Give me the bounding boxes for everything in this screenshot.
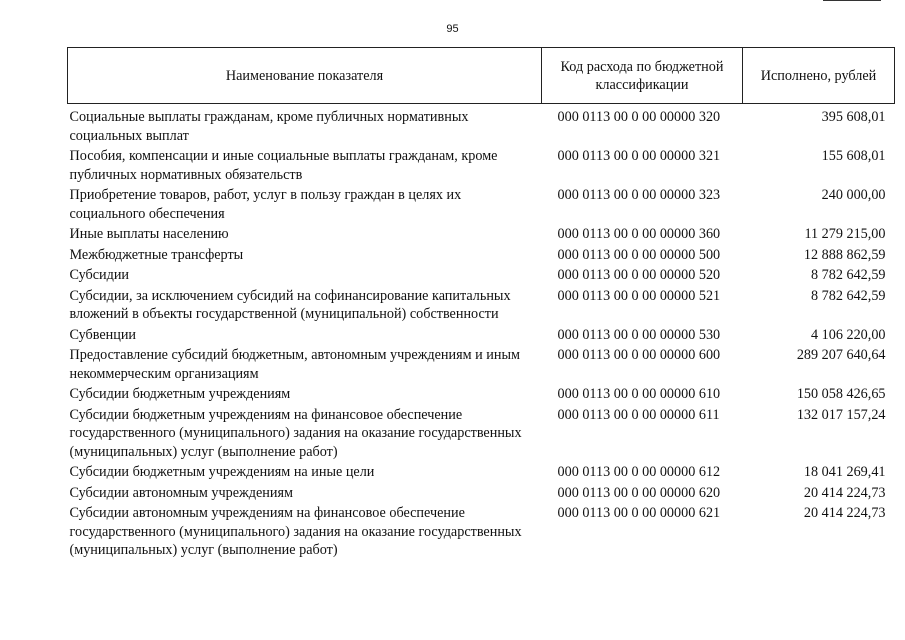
header-name: Наименование показателя	[68, 48, 542, 104]
row-code: 000 0113 00 0 00 00000 612	[557, 464, 721, 480]
table-row	[68, 325, 895, 346]
budget-execution-table	[67, 47, 895, 561]
row-name: Субсидии, за исключением субсидий на софинансирование капитальных вложений в объекты государственной (муниципальной) собственности	[69, 287, 511, 322]
row-name: Субсидии бюджетным учреждениям на иные цели	[69, 464, 375, 480]
row-code: 000 0113 00 0 00 00000 611	[557, 406, 720, 423]
row-code: 000 0113 00 0 00 00000 521	[557, 287, 721, 304]
row-name: Предоставление субсидий бюджетным, автономным учреждениям и иным некоммерческим организациям	[69, 347, 520, 382]
row-name: Межбюджетные трансферты	[69, 246, 244, 263]
row-name: Субсидии бюджетным учреждениям	[69, 386, 291, 402]
header-row	[68, 48, 895, 104]
row-amount: 20 414 224,73	[803, 505, 886, 521]
row-code: 000 0113 00 0 00 00000 530	[557, 326, 721, 343]
row-amount: 18 041 269,41	[803, 464, 886, 480]
row-amount: 8 782 642,59	[811, 287, 886, 304]
row-code: 000 0113 00 0 00 00000 360	[557, 226, 721, 242]
table-row	[68, 345, 895, 384]
row-amount: 395 608,01	[821, 109, 886, 125]
row-code: 000 0113 00 0 00 00000 323	[557, 187, 721, 203]
row-name: Социальные выплаты гражданам, кроме публичных нормативных социальных выплат	[69, 109, 469, 144]
row-name: Субсидии бюджетным учреждениям на финансовое обеспечение государственного (муниципального) задания на оказание государственных (муниципальных) услуг (выполнение работ)	[69, 406, 522, 460]
header-code: Код расхода по бюджетной классификации	[542, 48, 743, 104]
row-code: 000 0113 00 0 00 00000 520	[557, 267, 721, 283]
row-amount: 11 279 215,00	[804, 226, 886, 242]
row-amount: 240 000,00	[821, 187, 886, 203]
row-name: Пособия, компенсации и иные социальные выплаты гражданам, кроме публичных нормативных обязательств	[69, 148, 498, 183]
row-code: 000 0113 00 0 00 00000 320	[557, 109, 721, 125]
row-name: Субсидии автономным учреждениям	[69, 484, 293, 501]
table-row	[68, 405, 895, 463]
table-row	[68, 503, 895, 561]
row-amount: 132 017 157,24	[796, 406, 886, 423]
row-name: Субсидии	[69, 267, 130, 283]
row-amount: 150 058 426,65	[796, 386, 886, 402]
table-row	[68, 185, 895, 224]
table-row	[68, 483, 895, 504]
row-amount: 12 888 862,59	[803, 246, 886, 263]
row-name: Иные выплаты населению	[69, 226, 229, 242]
row-code: 000 0113 00 0 00 00000 600	[557, 347, 721, 363]
top-rule	[823, 0, 881, 1]
row-amount: 155 608,01	[821, 148, 886, 164]
row-code: 000 0113 00 0 00 00000 621	[557, 505, 721, 521]
row-code: 000 0113 00 0 00 00000 620	[557, 484, 721, 501]
row-code: 000 0113 00 0 00 00000 610	[557, 386, 721, 402]
table-row	[68, 104, 895, 147]
row-name: Субсидии автономным учреждениям на финансовое обеспечение государственного (муниципального) задания на оказание государственных (муниципальных) услуг (выполнение работ)	[69, 505, 522, 558]
table-header	[68, 48, 895, 104]
table-body	[68, 104, 895, 561]
table-row	[68, 146, 895, 185]
table-row	[68, 224, 895, 245]
header-amount: Исполнено, рублей	[743, 48, 895, 104]
row-name: Приобретение товаров, работ, услуг в пользу граждан в целях их социального обеспечения	[69, 187, 462, 222]
table-row	[68, 265, 895, 286]
row-code: 000 0113 00 0 00 00000 321	[557, 148, 721, 164]
table-row	[68, 462, 895, 483]
row-amount: 4 106 220,00	[811, 326, 886, 343]
table-row	[68, 245, 895, 266]
table-row	[68, 286, 895, 325]
row-code: 000 0113 00 0 00 00000 500	[557, 246, 721, 263]
row-name: Субвенции	[69, 326, 137, 343]
row-amount: 289 207 640,64	[796, 347, 886, 363]
row-amount: 20 414 224,73	[803, 484, 886, 501]
page-number: 95	[446, 23, 459, 35]
row-amount: 8 782 642,59	[811, 267, 886, 283]
table-row	[68, 384, 895, 405]
